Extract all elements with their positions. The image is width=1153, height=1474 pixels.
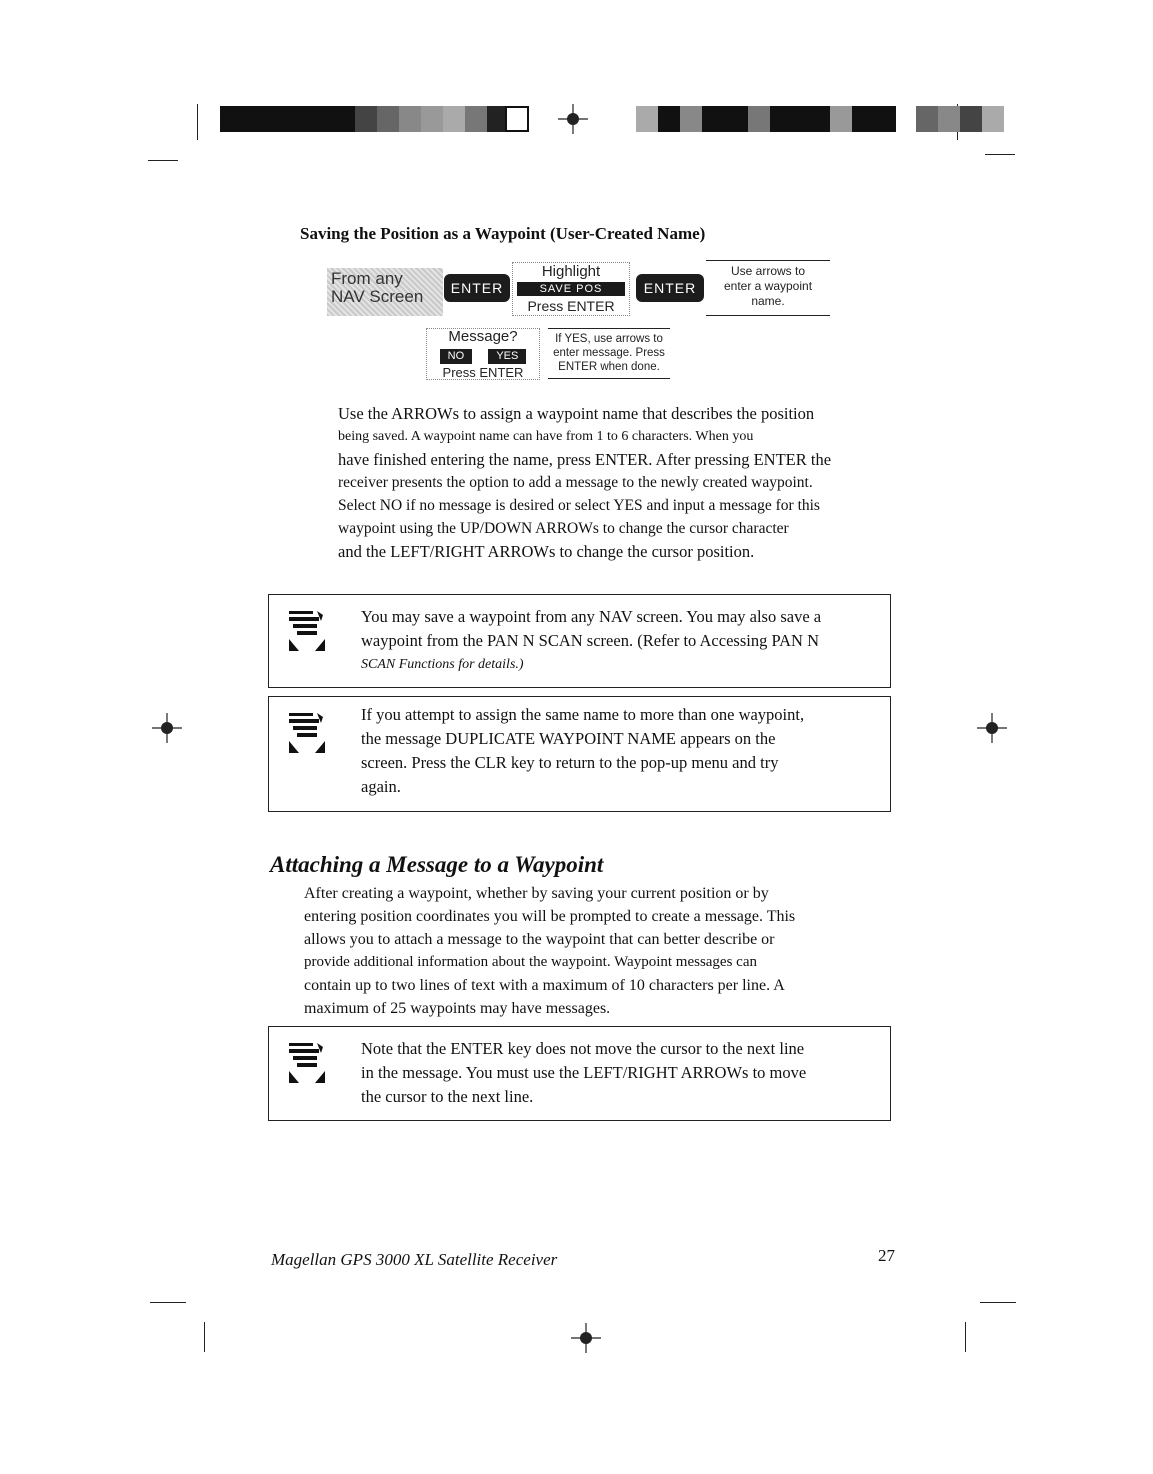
note-text bbox=[361, 605, 872, 677]
registration-crosshair-icon bbox=[571, 1323, 601, 1353]
note-line: again. bbox=[361, 777, 401, 796]
message-paragraph bbox=[304, 882, 894, 1020]
section-title: Saving the Position as a Waypoint (User-Created Name) bbox=[300, 224, 706, 243]
paragraph-line: After creating a waypoint, whether by saving your current position or by bbox=[304, 885, 769, 902]
tip-line: enter a waypoint bbox=[723, 279, 813, 293]
paragraph-line: contain up to two lines of text with a maximum of 10 characters per line. A bbox=[304, 977, 785, 994]
note-box bbox=[268, 594, 891, 688]
note-icon bbox=[287, 609, 327, 653]
paragraph-line: maximum of 25 waypoints may have messages. bbox=[304, 1000, 611, 1017]
note-box bbox=[268, 696, 891, 812]
start-label-line: From any bbox=[331, 269, 403, 288]
paragraph-line: allows you to attach a message to the waypoint that can better describe or bbox=[304, 931, 775, 948]
lcd-line: Message? bbox=[448, 328, 518, 345]
lcd-screen-message bbox=[426, 328, 540, 380]
crop-mark bbox=[980, 1302, 1016, 1303]
note-icon bbox=[287, 1041, 327, 1085]
no-option: NO bbox=[440, 349, 473, 364]
paragraph-line: Use the ARROWs to assign a waypoint name that describes the position bbox=[338, 404, 815, 423]
lcd-line: Press ENTER bbox=[527, 298, 615, 314]
color-bar-right bbox=[636, 106, 1004, 132]
section-heading: Attaching a Message to a Waypoint bbox=[270, 852, 604, 877]
tip-line: name. bbox=[751, 294, 785, 308]
tip-line: Use arrows to bbox=[730, 264, 806, 278]
note-icon bbox=[287, 711, 327, 755]
note-line: waypoint from the PAN N SCAN screen. (Refer to Accessing PAN N bbox=[361, 631, 819, 650]
note-box bbox=[268, 1026, 891, 1121]
note-line: You may save a waypoint from any NAV screen. You may also save a bbox=[361, 607, 822, 626]
lcd-line: Press ENTER bbox=[442, 365, 524, 380]
paragraph-line: waypoint using the UP/DOWN ARROWs to change the cursor character bbox=[338, 520, 789, 537]
note-line: Note that the ENTER key does not move the cursor to the next line bbox=[361, 1039, 805, 1058]
paragraph-line: have finished entering the name, press ENTER. After pressing ENTER the bbox=[338, 450, 832, 469]
yes-option: YES bbox=[488, 349, 526, 364]
tip-line: If YES, use arrows to bbox=[555, 333, 663, 345]
registration-crosshair-icon bbox=[152, 713, 182, 743]
note-line: If you attempt to assign the same name to more than one waypoint, bbox=[361, 705, 805, 724]
paragraph-line: receiver presents the option to add a message to the newly created waypoint. bbox=[338, 474, 813, 491]
lcd-selected-item: SAVE POS bbox=[517, 282, 625, 296]
enter-key: ENTER bbox=[444, 274, 510, 302]
tip-line: enter message. Press bbox=[553, 347, 665, 359]
tip-line: ENTER when done. bbox=[558, 361, 660, 373]
paragraph-line: provide additional information about the waypoint. Waypoint messages can bbox=[304, 954, 757, 970]
crop-mark bbox=[148, 160, 178, 161]
lcd-line: Highlight bbox=[541, 263, 601, 280]
crop-mark bbox=[985, 154, 1015, 155]
paragraph-line: being saved. A waypoint name can have from 1 to 6 characters. When you bbox=[338, 429, 754, 444]
start-label-line: NAV Screen bbox=[331, 287, 424, 306]
section-paragraph bbox=[338, 402, 898, 563]
crop-mark bbox=[204, 1322, 205, 1352]
crop-mark bbox=[197, 104, 198, 140]
registration-crosshair-icon bbox=[558, 104, 588, 134]
note-text bbox=[361, 703, 872, 799]
paragraph-line: and the LEFT/RIGHT ARROWs to change the cursor position. bbox=[338, 542, 755, 561]
note-line: in the message. You must use the LEFT/RIGHT ARROWs to move bbox=[361, 1063, 807, 1082]
start-label bbox=[327, 268, 443, 316]
enter-key: ENTER bbox=[636, 274, 704, 302]
crop-mark bbox=[150, 1302, 186, 1303]
note-line: the message DUPLICATE WAYPOINT NAME appears on the bbox=[361, 729, 776, 748]
note-line: SCAN Functions for details.) bbox=[361, 657, 524, 672]
footer-title: Magellan GPS 3000 XL Satellite Receiver bbox=[271, 1250, 558, 1269]
lcd-screen-save-pos bbox=[512, 262, 630, 316]
paragraph-line: Select NO if no message is desired or select YES and input a message for this bbox=[338, 497, 820, 514]
crop-mark bbox=[965, 1322, 966, 1352]
note-line: the cursor to the next line. bbox=[361, 1087, 534, 1106]
note-text bbox=[361, 1037, 872, 1109]
page-number: 27 bbox=[878, 1246, 895, 1265]
note-line: screen. Press the CLR key to return to the pop-up menu and try bbox=[361, 753, 779, 772]
tip-enter-message bbox=[548, 328, 670, 379]
paragraph-line: entering position coordinates you will be prompted to create a message. This bbox=[304, 908, 796, 925]
lcd-choice-row bbox=[427, 346, 539, 364]
tip-enter-name bbox=[706, 260, 830, 316]
color-bar-left bbox=[220, 106, 529, 132]
registration-crosshair-icon bbox=[977, 713, 1007, 743]
